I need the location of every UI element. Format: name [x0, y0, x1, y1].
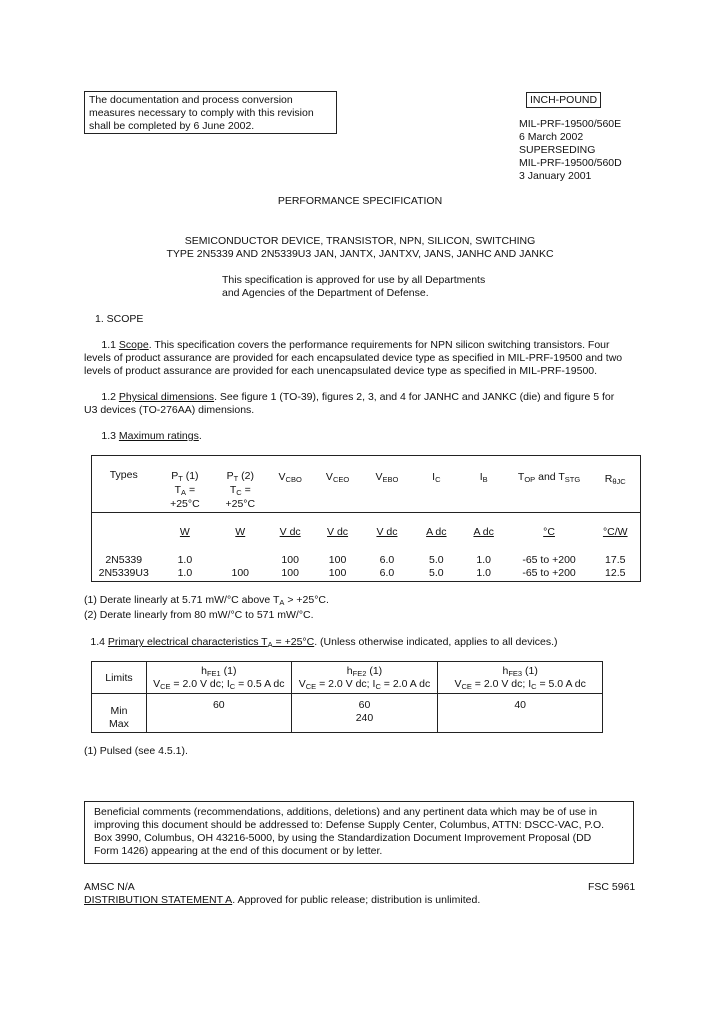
header-block — [519, 118, 622, 183]
amsc-label: AMSC N/A — [84, 881, 135, 893]
derate-note-1: (1) Derate linearly at 5.71 mW/°C above $T_A > +25^\circ C$. — [84, 594, 329, 607]
table-cell: 17.5 — [605, 554, 626, 566]
table-cell: 1.0 — [476, 567, 491, 579]
table-cell: 1.0 — [177, 554, 193, 566]
pulsed-note: (1) Pulsed (see 4.5.1). — [84, 745, 188, 757]
col-pt1: $P_T$ (1) $T_A$ = +25°C — [155, 456, 214, 513]
notice-line: The documentation and process conversion — [89, 94, 293, 106]
table-cell: 100 — [328, 554, 347, 566]
physical-dimensions-title: Physical dimensions — [118, 391, 215, 403]
superseding-label: SUPERSEDING — [519, 144, 596, 156]
hfe1-header: $h_{FE1}$ (1) $V_{CE} = 2.0$ V dc; $I_C = 0.5$ A dc — [146, 662, 291, 694]
section-1-2: 1.2 Physical dimensions. See figure 1 (TO-39), figures 2, 3, and 4 for JANHC and JANKC (die) and figure 5 for U3 devices (TO-276AA) dimensions. — [84, 391, 615, 416]
approval-statement: This specification is approved for use by all Departments and Agencies of the Department of Defense. — [222, 274, 486, 299]
superseded-designation: MIL-PRF-19500/560D — [519, 157, 622, 169]
table-cell: 100 — [281, 554, 299, 566]
col-pt2: $P_T$ (2) $T_C$ = +25°C — [214, 456, 266, 513]
performance-title: PERFORMANCE SPECIFICATION — [277, 195, 443, 207]
designation: MIL-PRF-19500/560E — [519, 118, 622, 130]
table-cell: 6.0 — [379, 567, 395, 579]
spec-title-line2: TYPE 2N5339 AND 2N5339U3 JAN, JANTX, JANTXV, JANS, JANHC AND JANKC — [166, 248, 554, 260]
notice-box — [84, 91, 337, 134]
section-1-4: 1.4 Primary electrical characteristics $T_A = +25^\circ C$. (Unless otherwise indicated, applies to all devices.) — [90, 636, 558, 649]
table-cell: 60 — [212, 699, 225, 711]
table-cell: 12.5 — [605, 567, 626, 579]
col-ib: $I_B$ — [460, 456, 508, 513]
table-cell: 100 — [231, 567, 250, 579]
notice-line: shall be completed by 6 June 2002. — [89, 120, 255, 132]
table-cell: 5.0 — [429, 554, 444, 566]
table-cell: 1.0 — [476, 554, 491, 566]
table-cell: -65 to +200 — [522, 567, 576, 579]
primary-electrical-title: Primary electrical characteristics $T_A = +25^\circ C$ — [107, 636, 315, 649]
electrical-characteristics-table — [91, 661, 603, 733]
table-cell: 6.0 — [379, 554, 395, 566]
table-cell: 60 — [358, 699, 371, 711]
units-and-values-row: 2N5339 2N5339U3 W 1.0 1.0 W 100 V dc 100 100 V dc 100 100 V dc 6.0 6.0 A dc 5.0 5.0 A dc 1.0 1.0 °C -65 to +200 -65 to +200 °C/W 17.5 12.5 — [92, 513, 641, 582]
fsc-label: FSC 5961 — [588, 881, 636, 893]
scope-title: Scope — [118, 339, 149, 351]
notice-line: measures necessary to comply with this revision — [89, 107, 314, 119]
maximum-ratings-table — [91, 455, 641, 582]
comments-box: Beneficial comments (recommendations, additions, deletions) and any pertinent data which may be of use in improving this document should be addressed to: Defense Supply Center, Columbus, ATTN: DSCC-VAC, P.O. Box 3990, Columbus, OH 43216-5000, by using the Standardization Document Improvement Proposal (DD Form 1426) appearing at the end of this document or by letter. — [84, 801, 634, 864]
table-cell: 2N5339U3 — [98, 567, 149, 579]
hfe2-header: $h_{FE2}$ (1) $V_{CE} = 2.0$ V dc; $I_C = 2.0$ A dc — [291, 662, 438, 694]
col-temp: $T_{OP}$ and $T_{STG}$ — [508, 456, 591, 513]
table-cell: 5.0 — [429, 567, 444, 579]
table-cell — [215, 554, 265, 567]
col-vcbo: $V_{CBO}$ — [266, 456, 314, 513]
section-1-3: 1.3 Maximum ratings. — [101, 430, 202, 442]
derate-note-2: (2) Derate linearly from 80 mW/°C to 571 mW/°C. — [84, 609, 314, 621]
section-1-1: 1.1 Scope. This specification covers the performance requirements for NPN silicon switching transistors. Four levels of product assurance are provided for each encapsulated device type as specified in MIL-PRF-19500 and two levels of product assurance are provided for each unencapsulated device type as specified in MIL-PRF-19500. — [84, 339, 623, 377]
issue-date: 6 March 2002 — [519, 131, 584, 143]
hfe3-header: $h_{FE3}$ (1) $V_{CE} = 2.0$ V dc; $I_C = 5.0$ A dc — [438, 662, 603, 694]
table-cell: 40 — [514, 699, 526, 711]
superseded-date: 3 January 2001 — [519, 170, 592, 182]
table-cell: -65 to +200 — [522, 554, 576, 566]
col-vceo: $V_{CEO}$ — [314, 456, 361, 513]
scope-heading: 1. SCOPE — [95, 313, 144, 325]
table-cell: 100 — [328, 567, 347, 579]
col-ic: $I_C$ — [413, 456, 460, 513]
max-label: Max — [109, 718, 129, 730]
table-cell: 240 — [355, 712, 374, 724]
limits-header: Limits — [92, 662, 147, 694]
table-cell: 2N5339 — [105, 554, 143, 566]
table-cell: 1.0 — [177, 567, 193, 579]
min-label: Min — [110, 705, 128, 717]
distribution-statement: DISTRIBUTION STATEMENT A. Approved for public release; distribution is unlimited. — [84, 894, 481, 906]
col-rth: $R_{\theta JC}$ — [591, 456, 641, 513]
spec-title-line1: SEMICONDUCTOR DEVICE, TRANSISTOR, NPN, SILICON, SWITCHING — [184, 235, 536, 247]
col-vebo: $V_{EBO}$ — [361, 456, 413, 513]
derating-notes — [84, 594, 329, 622]
col-types: Types — [92, 456, 156, 513]
maximum-ratings-title: Maximum ratings — [118, 430, 199, 442]
inch-pound-badge: INCH-POUND — [526, 92, 601, 108]
table-cell: 100 — [281, 567, 299, 579]
